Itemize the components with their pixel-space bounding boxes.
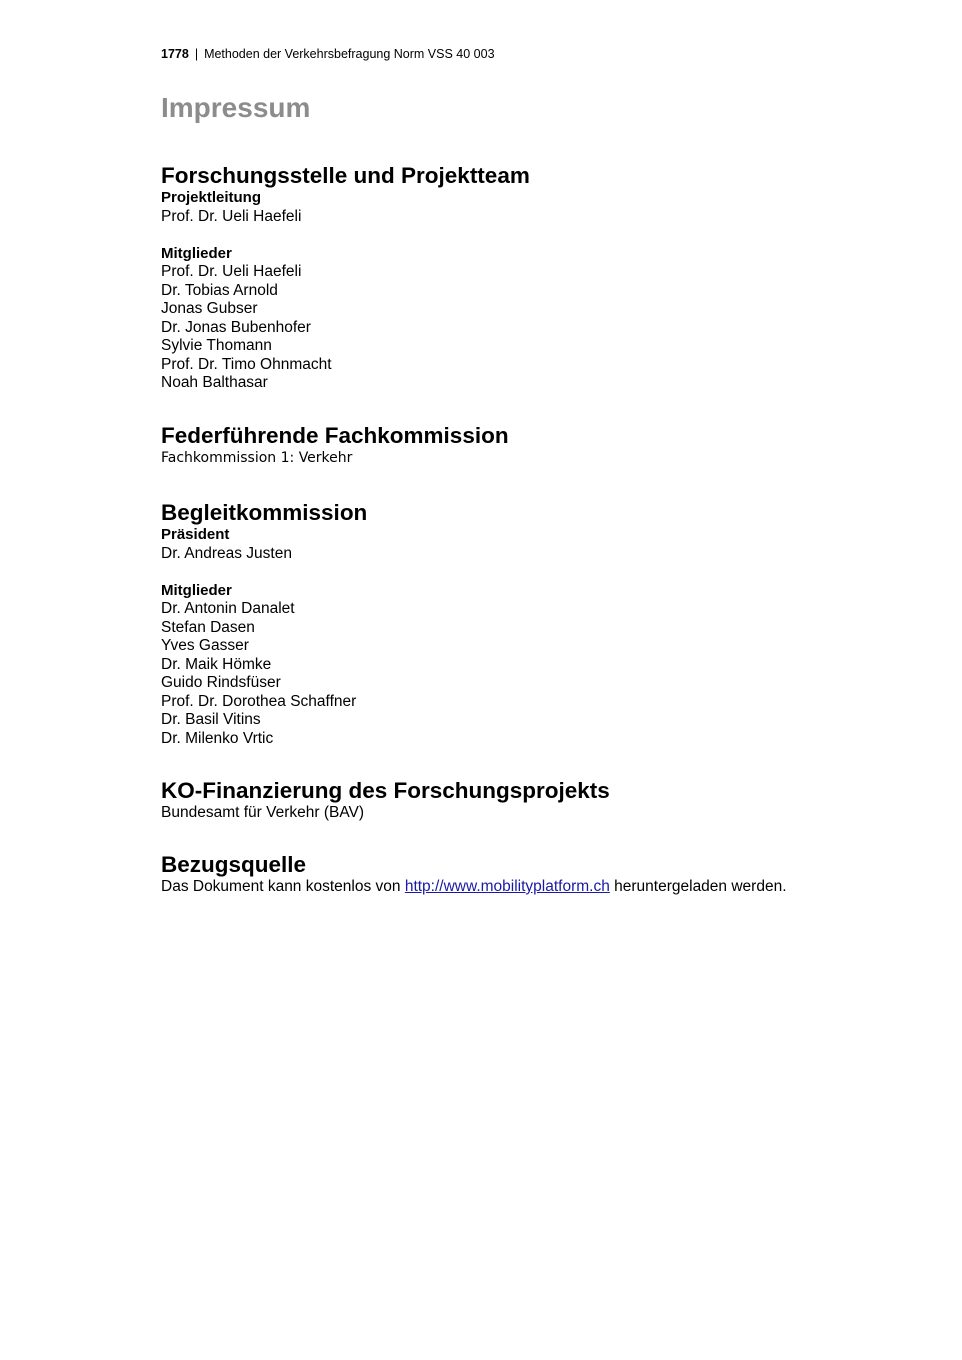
section-federfuehrende-fachkommission (161, 423, 921, 468)
praesident-name: Dr. Andreas Justen (161, 544, 292, 562)
list-item: Dr. Basil Vitins (161, 711, 261, 728)
page-number: 1778 (161, 47, 189, 61)
mobilityplatform-link[interactable]: http://www.mobilityplatform.ch (404, 878, 610, 895)
list-item: Dr. Milenko Vrtic (161, 729, 274, 747)
projektleitung-label: Projektleitung (161, 189, 262, 206)
bezugsquelle-text-before: Das Dokument kann kostenlos von (161, 878, 405, 895)
mitglieder-label: Mitglieder (161, 581, 232, 599)
ko-finanzierung-text: Bundesamt für Verkehr (BAV) (161, 804, 365, 821)
running-header (161, 46, 495, 62)
list-item: Yves Gasser (161, 637, 249, 654)
list-item: Prof. Dr. Timo Ohnmacht (161, 355, 332, 373)
section-heading-begleitkommission: Begleitkommission (161, 500, 368, 525)
list-item: Guido Rindsfüser (161, 674, 281, 691)
list-item: Dr. Jonas Bubenhofer (161, 318, 311, 336)
bezugsquelle-text-after: heruntergeladen werden. (609, 878, 787, 895)
list-item: Stefan Dasen (161, 618, 255, 636)
section-forschungsstelle (161, 163, 921, 393)
list-item: Prof. Dr. Ueli Haefeli (161, 263, 302, 280)
praesident-label: Präsident (161, 526, 230, 543)
section-heading-federfuehrend: Federführende Fachkommission (161, 423, 509, 448)
list-item: Dr. Maik Hömke (161, 655, 272, 673)
section-heading-ko-finanzierung: KO-Finanzierung des Forschungsprojekts (161, 778, 610, 803)
page-title: Impressum (161, 92, 311, 123)
mitglieder-label: Mitglieder (161, 244, 232, 262)
section-heading-forschungsstelle: Forschungsstelle und Projektteam (161, 163, 530, 188)
list-item: Noah Balthasar (161, 374, 268, 391)
list-item: Jonas Gubser (161, 300, 258, 317)
section-bezugsquelle (161, 852, 921, 897)
section-begleitkommission (161, 500, 921, 748)
projektleitung-name: Prof. Dr. Ueli Haefeli (161, 207, 302, 225)
header-separator: | (194, 47, 199, 61)
fachkommission-text: Fachkommission 1: Verkehr (161, 450, 353, 466)
list-item: Dr. Tobias Arnold (161, 281, 278, 299)
bezugsquelle-text (161, 878, 921, 897)
list-item: Dr. Antonin Danalet (161, 600, 295, 617)
section-ko-finanzierung (161, 778, 921, 823)
list-item: Prof. Dr. Dorothea Schaffner (161, 692, 357, 710)
section-heading-bezugsquelle: Bezugsquelle (161, 852, 307, 877)
list-item: Sylvie Thomann (161, 337, 272, 354)
running-title: Methoden der Verkehrsbefragung Norm VSS 40 003 (204, 47, 495, 61)
